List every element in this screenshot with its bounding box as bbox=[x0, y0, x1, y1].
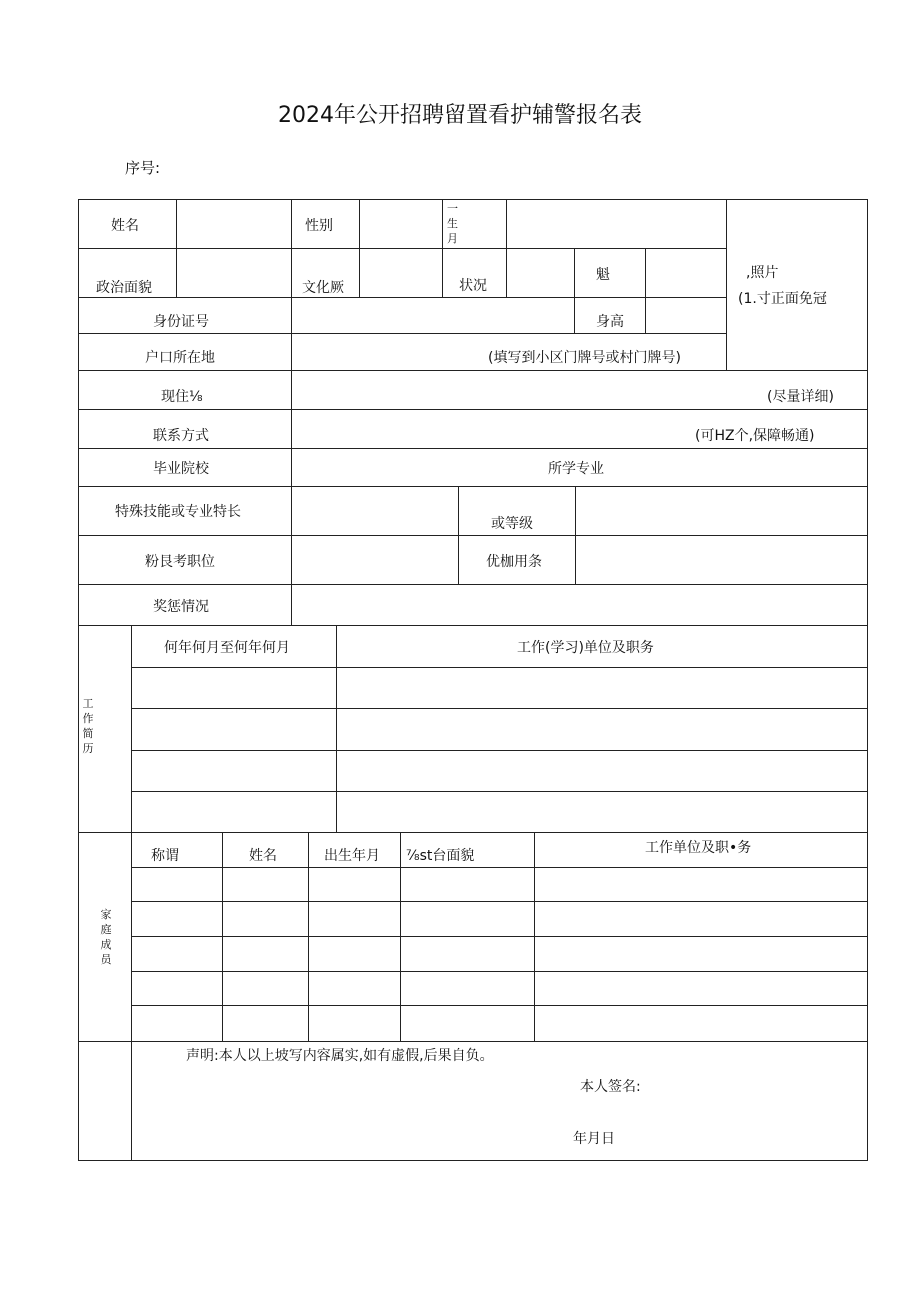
family-name-header: 姓名 bbox=[249, 848, 277, 864]
awards-label: 奖惩情况 bbox=[153, 599, 209, 615]
id-number-label: 身份证号 bbox=[153, 314, 209, 330]
residence-label: 现住⅛ bbox=[161, 389, 203, 405]
work-history-label: 工作简历 bbox=[82, 697, 94, 755]
serial-number-label: 序号: bbox=[125, 159, 161, 177]
contact-label: 联系方式 bbox=[153, 428, 209, 444]
political-status-label: 政治面貌 bbox=[96, 280, 152, 296]
education-label: 文化厥 bbox=[302, 280, 344, 296]
family-political-header: ⅞st台面貌 bbox=[406, 848, 475, 864]
height-label: 身高 bbox=[596, 314, 624, 330]
period-header: 何年何月至何年何月 bbox=[164, 640, 290, 656]
declaration-text: 声明:本人以上坡写内容属实,如有虚假,后果自负。 bbox=[186, 1048, 494, 1064]
name-label: 姓名 bbox=[111, 218, 139, 234]
work-unit-header: 工作(学习)单位及职务 bbox=[517, 640, 654, 656]
grade-label: 或等级 bbox=[491, 516, 533, 532]
family-birth-header: 出生年月 bbox=[324, 848, 380, 864]
birth-label-mid: 生 bbox=[447, 217, 458, 230]
relation-header: 称谓 bbox=[151, 848, 179, 864]
photo-note: (1.寸正面免冠 bbox=[738, 291, 827, 307]
gender-label: 性别 bbox=[305, 218, 333, 234]
weight-label: 魁 bbox=[596, 267, 610, 283]
major-label: 所学专业 bbox=[548, 461, 604, 477]
hukou-note: (填写到小区门牌号或村门牌号) bbox=[488, 350, 681, 366]
photo-label: ,照片 bbox=[746, 265, 779, 281]
school-label: 毕业院校 bbox=[153, 461, 209, 477]
birth-label-top: 一 bbox=[447, 202, 458, 215]
signature-label: 本人签名: bbox=[580, 1079, 641, 1095]
birth-label-bottom: 月 bbox=[447, 232, 458, 245]
preferential-label: 优枷用条 bbox=[486, 554, 542, 570]
marital-status-label: 状况 bbox=[459, 278, 487, 294]
contact-note: (可HZ个,保障畅通) bbox=[695, 428, 815, 444]
date-label: 年月日 bbox=[573, 1131, 615, 1147]
position-label: 粉艮考职位 bbox=[145, 554, 215, 570]
page-title: 2024年公开招聘留置看护辅警报名表 bbox=[278, 103, 642, 128]
skills-label: 特殊技能或专业特长 bbox=[115, 504, 241, 520]
hukou-label: 户口所在地 bbox=[145, 350, 215, 366]
family-members-label: 家庭成员 bbox=[100, 908, 112, 966]
family-unit-header: 工作单位及职•务 bbox=[645, 840, 752, 856]
residence-note: (尽量详细) bbox=[767, 389, 834, 405]
